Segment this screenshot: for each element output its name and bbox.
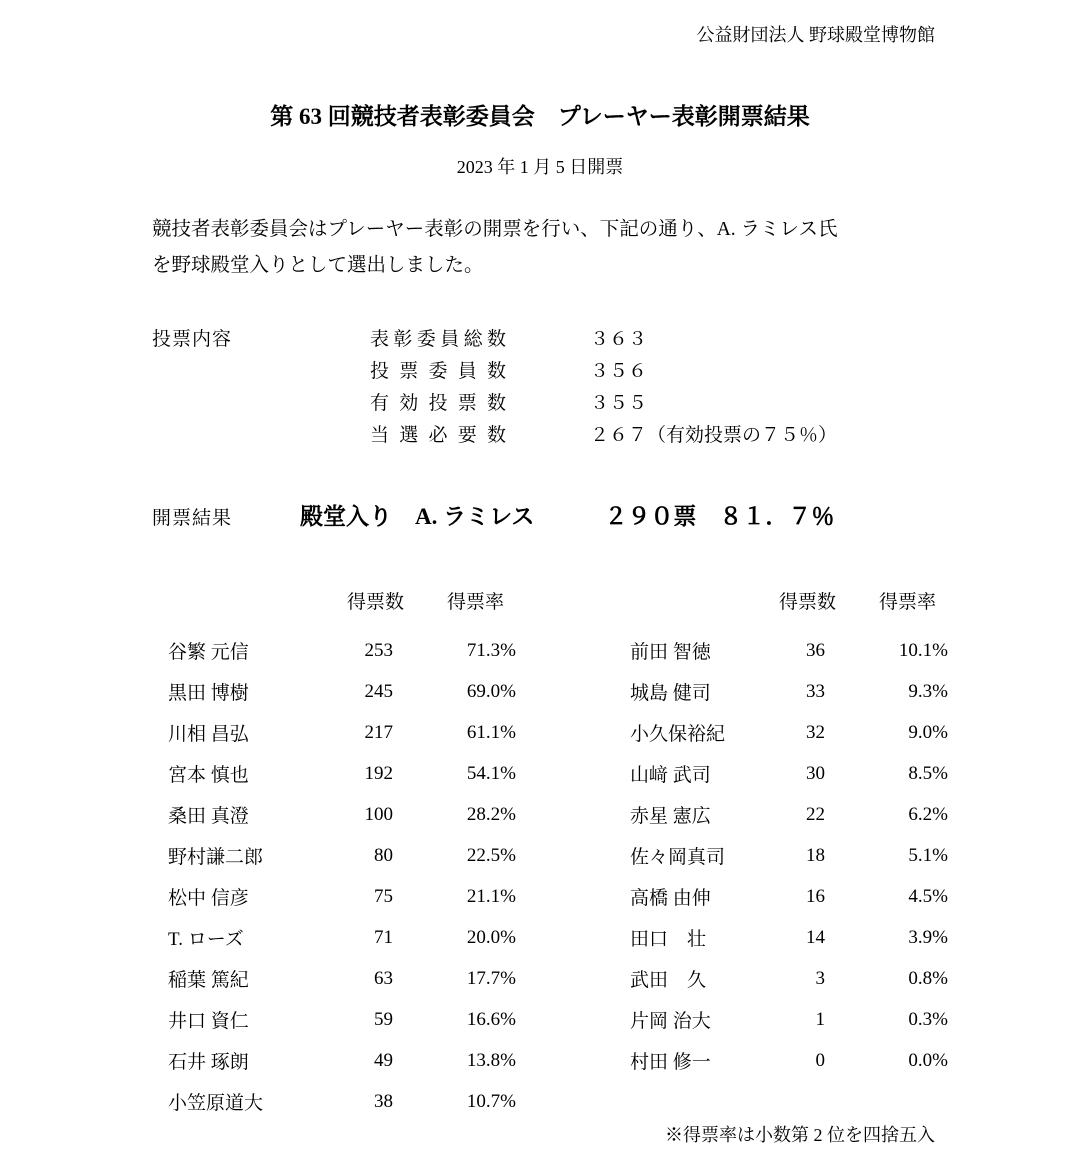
table-row	[630, 712, 960, 753]
vote-count: 253	[364, 639, 393, 661]
vote-rate: 0.3%	[908, 1008, 948, 1030]
player-name: 片岡 治大	[630, 1011, 711, 1032]
stat-label: 有効投票数	[370, 393, 506, 414]
player-name: 井口 資仁	[168, 1011, 249, 1032]
table-row	[168, 753, 528, 794]
vote-rate: 4.5%	[908, 885, 948, 907]
inducted-player-name: 殿堂入り A. ラミレス	[300, 504, 535, 529]
player-name: 松中 信彦	[168, 888, 249, 909]
player-name: 稲葉 篤紀	[168, 970, 249, 991]
vote-rate: 10.1%	[898, 639, 948, 661]
vote-rate: 20.0%	[466, 926, 516, 948]
rate-column-header: 得票率	[878, 592, 936, 613]
votes-column-header: 得票数	[346, 592, 404, 613]
organization-name: 公益財団法人 野球殿堂博物館	[696, 25, 935, 45]
stat-label: 投票委員数	[370, 361, 506, 382]
player-name: 野村謙二郎	[168, 847, 264, 868]
table-row	[168, 958, 528, 999]
player-name: 高橋 由伸	[630, 888, 711, 909]
vote-rate: 5.1%	[908, 844, 948, 866]
table-row	[630, 917, 960, 958]
table-row	[630, 671, 960, 712]
votes-column-header: 得票数	[778, 592, 836, 613]
table-row	[168, 1081, 528, 1122]
vote-rate: 71.3%	[466, 639, 516, 661]
vote-count: 245	[364, 680, 393, 702]
player-name: T. ローズ	[168, 929, 244, 950]
table-row	[630, 1040, 960, 1081]
vote-count: 75	[374, 885, 393, 907]
voting-section-label: 投票内容	[152, 329, 233, 350]
vote-count: 0	[815, 1049, 825, 1071]
vote-rate: 9.3%	[908, 680, 948, 702]
result-line	[300, 498, 834, 531]
vote-rate: 69.0%	[466, 680, 516, 702]
player-name: 石井 琢朗	[168, 1052, 249, 1073]
table-header-row	[168, 587, 528, 630]
vote-count: 36	[806, 639, 825, 661]
table-row	[630, 999, 960, 1040]
vote-rate: 17.7%	[466, 967, 516, 989]
voting-stat-row	[370, 420, 837, 452]
table-row	[168, 876, 528, 917]
rate-column-header: 得票率	[446, 592, 504, 613]
vote-rate: 0.0%	[908, 1049, 948, 1071]
player-name: 佐々岡真司	[630, 847, 726, 868]
table-row	[630, 835, 960, 876]
stat-value: ３６３	[590, 329, 648, 350]
player-name: 山﨑 武司	[630, 765, 711, 786]
table-header-row	[630, 587, 960, 630]
vote-table-right	[630, 587, 960, 1122]
stat-label: 表彰委員総数	[370, 329, 506, 350]
vote-count: 59	[374, 1008, 393, 1030]
player-name: 小笠原道大	[168, 1093, 264, 1114]
vote-count: 22	[806, 803, 825, 825]
vote-count: 71	[374, 926, 393, 948]
vote-count: 80	[374, 844, 393, 866]
vote-count: 1	[815, 1008, 825, 1030]
player-name: 城島 健司	[630, 683, 711, 704]
intro-line-1: 競技者表彰委員会はプレーヤー表彰の開票を行い、下記の通り、A. ラミレス氏	[152, 219, 838, 240]
vote-rate: 54.1%	[466, 762, 516, 784]
page-title: 第 63 回競技者表彰委員会 プレーヤー表彰開票結果	[270, 104, 810, 129]
stat-label: 当選必要数	[370, 425, 506, 446]
vote-count: 32	[806, 721, 825, 743]
rounding-footnote: ※得票率は小数第 2 位を四捨五入	[665, 1125, 935, 1145]
vote-count: 18	[806, 844, 825, 866]
vote-rate: 10.7%	[466, 1090, 516, 1112]
vote-rate: 28.2%	[466, 803, 516, 825]
intro-paragraph	[152, 212, 930, 284]
table-row	[168, 835, 528, 876]
vote-count: 3	[815, 967, 825, 989]
vote-rate: 0.8%	[908, 967, 948, 989]
result-section-label: 開票結果	[152, 508, 233, 529]
voting-stat-row	[370, 324, 837, 356]
table-row	[630, 794, 960, 835]
vote-rate: 22.5%	[466, 844, 516, 866]
player-name: 村田 修一	[630, 1052, 711, 1073]
table-row	[168, 712, 528, 753]
vote-count: 100	[364, 803, 393, 825]
player-name: 桑田 真澄	[168, 806, 249, 827]
table-row	[168, 630, 528, 671]
vote-table-left	[168, 587, 528, 1122]
vote-count: 217	[364, 721, 393, 743]
voting-stat-row	[370, 388, 837, 420]
vote-count: 30	[806, 762, 825, 784]
vote-rate: 6.2%	[908, 803, 948, 825]
vote-rate: 16.6%	[466, 1008, 516, 1030]
table-row	[168, 671, 528, 712]
vote-rate: 3.9%	[908, 926, 948, 948]
stat-value: ２６７（有効投票の７５％）	[590, 425, 838, 446]
vote-rate: 8.5%	[908, 762, 948, 784]
vote-count: 16	[806, 885, 825, 907]
vote-count: 192	[364, 762, 393, 784]
table-row	[168, 999, 528, 1040]
player-name: 田口 壮	[630, 929, 707, 950]
vote-rate: 9.0%	[908, 721, 948, 743]
player-name: 前田 智徳	[630, 642, 711, 663]
vote-rate: 21.1%	[466, 885, 516, 907]
player-name: 赤星 憲広	[630, 806, 711, 827]
voting-stats	[370, 324, 837, 452]
table-row	[630, 876, 960, 917]
intro-line-2: を野球殿堂入りとして選出しました。	[152, 255, 484, 276]
table-row	[630, 630, 960, 671]
voting-stat-row	[370, 356, 837, 388]
player-name: 黒田 博樹	[168, 683, 249, 704]
player-name: 宮本 慎也	[168, 765, 249, 786]
stat-value: ３５５	[590, 393, 648, 414]
player-name: 武田 久	[630, 970, 707, 991]
inducted-player-votes: ２９０票 ８１．７％	[604, 504, 835, 529]
table-row	[168, 1040, 528, 1081]
table-row	[630, 753, 960, 794]
player-name: 小久保裕紀	[630, 724, 726, 745]
vote-rate: 61.1%	[466, 721, 516, 743]
vote-count: 33	[806, 680, 825, 702]
table-row	[168, 917, 528, 958]
stat-value: ３５６	[590, 361, 648, 382]
vote-count: 14	[806, 926, 825, 948]
results-tables	[168, 587, 1080, 1122]
table-row	[168, 794, 528, 835]
vote-rate: 13.8%	[466, 1049, 516, 1071]
voting-summary-section	[152, 324, 1080, 452]
vote-count: 63	[374, 967, 393, 989]
player-name: 川相 昌弘	[168, 724, 249, 745]
player-name: 谷繁 元信	[168, 642, 249, 663]
vote-count: 38	[374, 1090, 393, 1112]
result-section	[152, 498, 1080, 531]
table-row	[630, 958, 960, 999]
ballot-date: 2023 年 1 月 5 日開票	[456, 157, 624, 177]
vote-count: 49	[374, 1049, 393, 1071]
